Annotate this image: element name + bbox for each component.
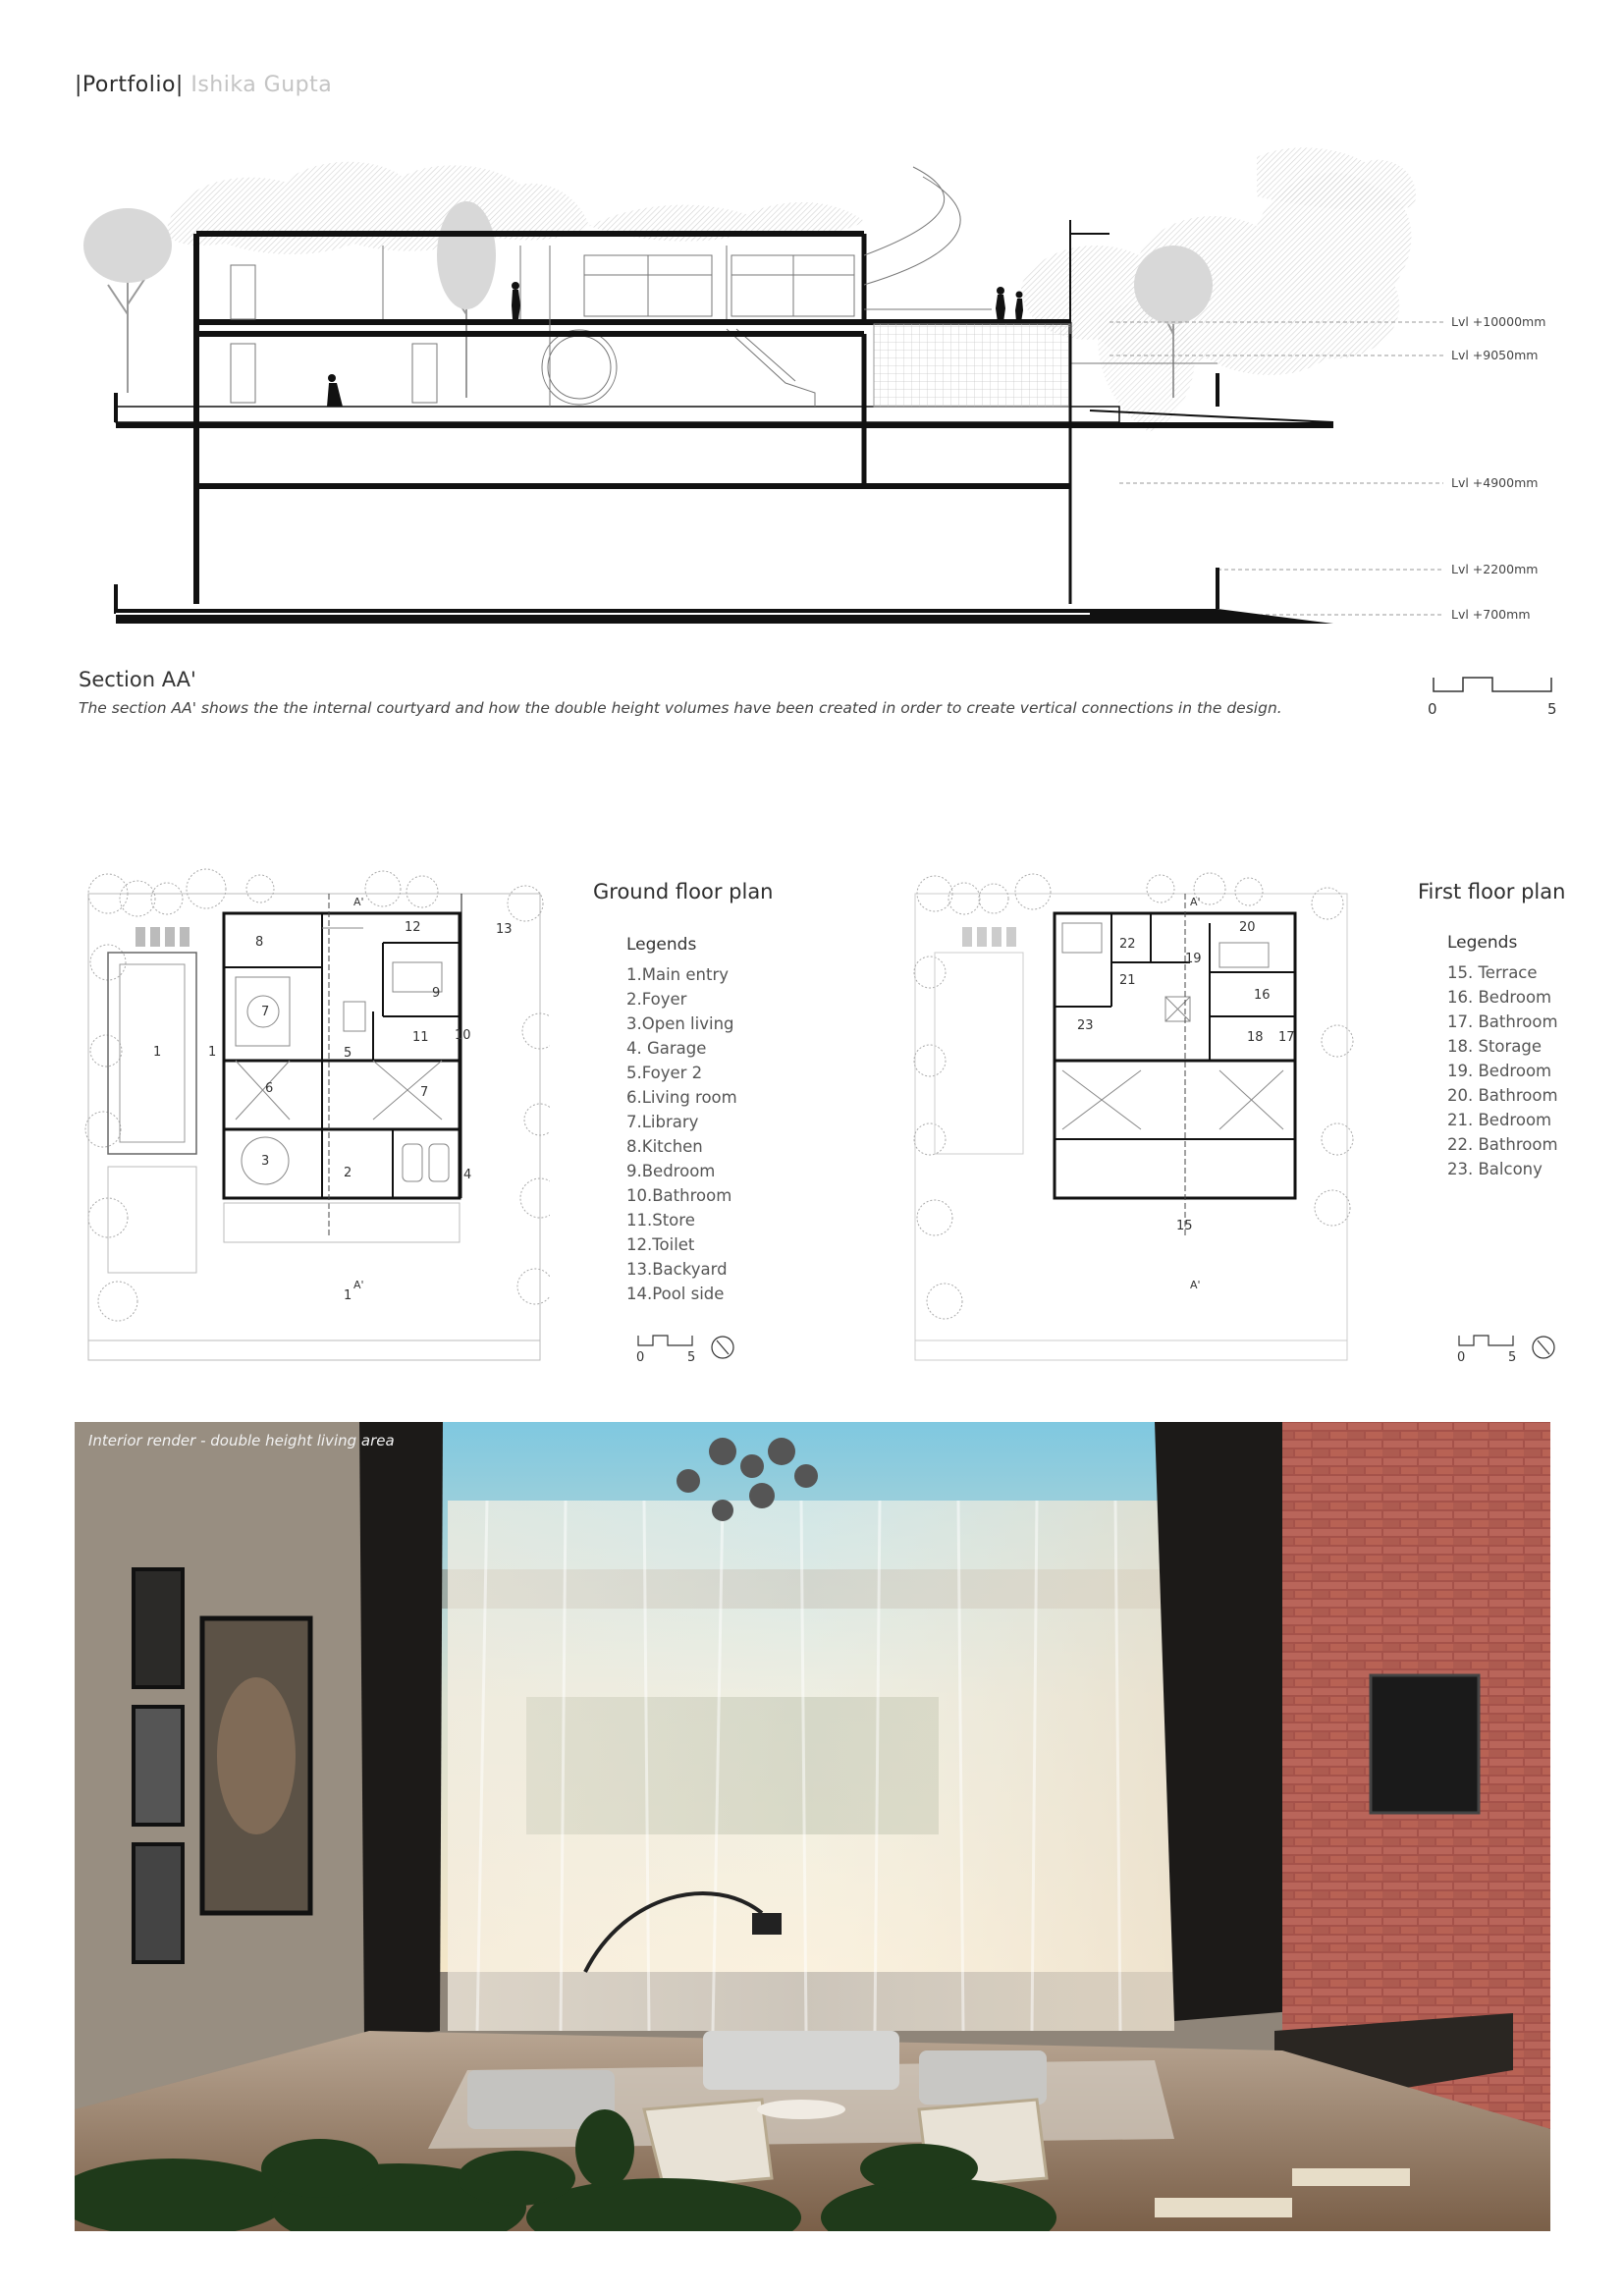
section-mark: A' [353, 896, 364, 908]
legend-item: 17. Bathroom [1447, 1012, 1558, 1031]
room-number: 8 [255, 935, 264, 950]
scale-min: 0 [1428, 700, 1437, 718]
room-number: 1 [344, 1288, 352, 1303]
ground-legend-list [626, 962, 737, 1306]
room-number: 22 [1119, 937, 1136, 952]
section-mark: A' [353, 1279, 364, 1291]
legend-item: 4. Garage [626, 1039, 707, 1058]
room-number: 21 [1119, 973, 1136, 988]
room-number: 7 [420, 1085, 429, 1100]
legend-item: 1.Main entry [626, 965, 730, 984]
room-number: 5 [344, 1046, 352, 1061]
room-number: 1 [153, 1045, 162, 1060]
room-number: 18 [1247, 1030, 1264, 1045]
header-prefix: |Portfolio| [75, 73, 184, 97]
legend-item: 21. Bedroom [1447, 1111, 1552, 1129]
room-number: 9 [432, 986, 441, 1001]
ground-plan-title: Ground floor plan [593, 880, 774, 903]
legend-item: 22. Bathroom [1447, 1135, 1558, 1154]
legend-item: 3.Open living [626, 1014, 734, 1033]
section-title: Section AA' [79, 668, 196, 691]
first-legend-list [1447, 960, 1558, 1181]
room-number: 19 [1185, 952, 1202, 966]
legend-item: 6.Living room [626, 1088, 737, 1107]
room-number: 23 [1077, 1018, 1094, 1033]
section-mark: A' [1190, 896, 1201, 908]
legend-item: 7.Library [626, 1113, 699, 1131]
section-scale-bar [1414, 670, 1571, 719]
room-number: 12 [405, 920, 421, 935]
first-floor-plan [905, 864, 1357, 1365]
room-number: 17 [1278, 1030, 1295, 1045]
room-number: 11 [412, 1030, 429, 1045]
ground-floor-plan [79, 864, 550, 1365]
section-caption: The section AA' shows the the internal courtyard and how the double height volumes have been created in order to create vertical connections in the design. [79, 699, 1282, 717]
scale-min: 0 [1457, 1350, 1466, 1365]
legend-item: 19. Bedroom [1447, 1062, 1552, 1080]
render-caption: Interior render - double height living area [88, 1432, 395, 1449]
level-label: Lvl +10000mm [1451, 314, 1546, 329]
section-mark: A' [1190, 1279, 1201, 1291]
legend-item: 11.Store [626, 1211, 695, 1230]
room-number: 15 [1176, 1219, 1193, 1233]
interior-render [75, 1422, 1550, 2231]
room-number: 13 [496, 922, 513, 937]
ground-legend-title: Legends [626, 935, 697, 955]
room-number: 4 [463, 1168, 472, 1182]
room-number: 20 [1239, 920, 1256, 935]
legend-item: 18. Storage [1447, 1037, 1543, 1056]
legend-item: 5.Foyer 2 [626, 1064, 703, 1082]
room-number: 2 [344, 1166, 352, 1180]
room-number: 10 [455, 1028, 471, 1043]
level-label: Lvl +2200mm [1451, 562, 1539, 576]
first-plan-title: First floor plan [1418, 880, 1566, 903]
header-author: Ishika Gupta [190, 73, 333, 97]
legend-item: 12.Toilet [626, 1235, 695, 1254]
portfolio-header [75, 73, 332, 97]
room-number: 6 [265, 1081, 274, 1096]
legend-item: 9.Bedroom [626, 1162, 716, 1180]
legend-item: 8.Kitchen [626, 1137, 703, 1156]
scale-max: 5 [1508, 1350, 1517, 1365]
legend-item: 15. Terrace [1447, 963, 1538, 982]
legend-item: 20. Bathroom [1447, 1086, 1558, 1105]
first-scale-bar [1449, 1326, 1567, 1365]
level-label: Lvl +9050mm [1451, 348, 1539, 362]
legend-item: 10.Bathroom [626, 1186, 732, 1205]
legend-item: 13.Backyard [626, 1260, 728, 1279]
room-number: 16 [1254, 988, 1271, 1003]
level-label: Lvl +4900mm [1451, 475, 1539, 490]
tv [1371, 1675, 1479, 1813]
legend-item: 16. Bedroom [1447, 988, 1552, 1007]
legend-item: 23. Balcony [1447, 1160, 1543, 1178]
scale-max: 5 [687, 1350, 696, 1365]
room-number: 7 [261, 1005, 270, 1019]
room-number: 1 [208, 1045, 217, 1060]
first-legend-title: Legends [1447, 933, 1518, 953]
section-lower-body [0, 314, 1624, 648]
scale-min: 0 [636, 1350, 645, 1365]
legend-item: 2.Foyer [626, 990, 687, 1009]
ground-scale-bar [628, 1326, 746, 1365]
room-number: 3 [261, 1154, 270, 1169]
level-label: Lvl +700mm [1451, 607, 1531, 622]
scale-max: 5 [1547, 700, 1557, 718]
legend-item: 14.Pool side [626, 1285, 725, 1303]
